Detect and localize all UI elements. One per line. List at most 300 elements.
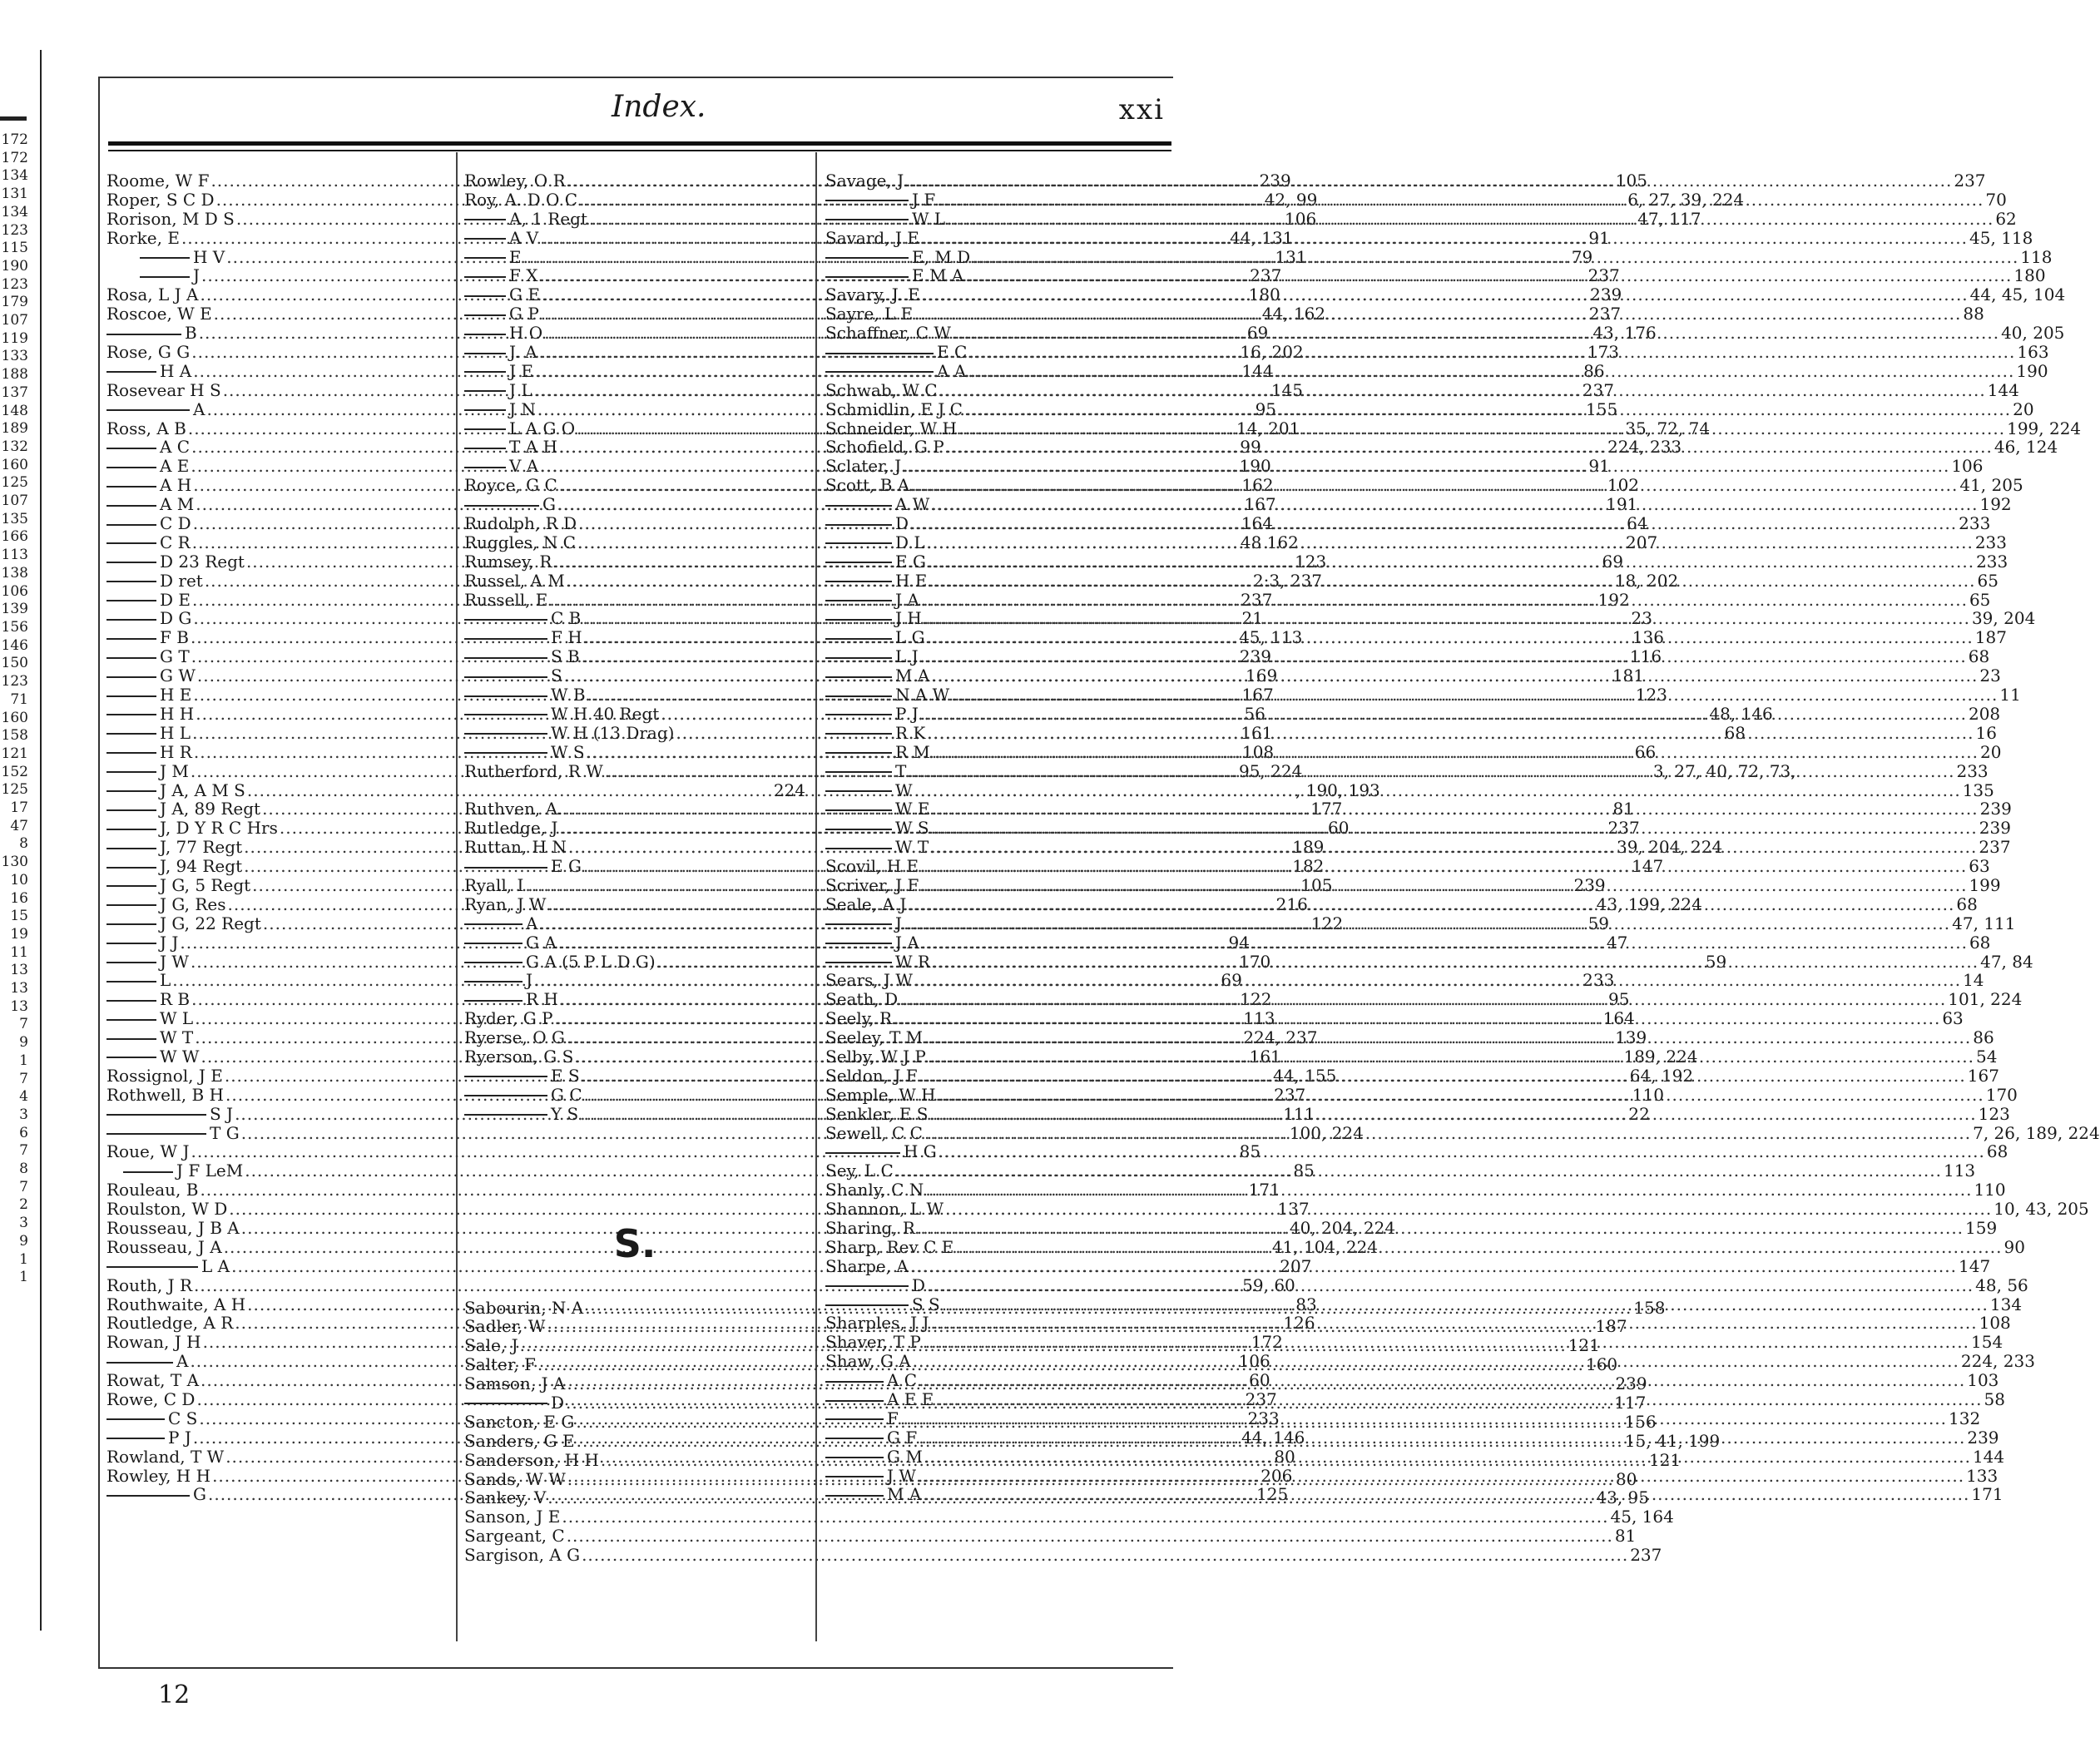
entry-pages: 199, 224 <box>2007 418 2082 438</box>
entry-name: J F <box>825 191 935 210</box>
entry-pages: 48 162 <box>1240 532 1299 552</box>
entry-name: Savage, J <box>825 171 904 191</box>
entry-pages: 233 <box>1956 760 1989 781</box>
entry-pages: 21 <box>1241 608 1263 629</box>
edge-number: 152 <box>1 763 28 780</box>
left-page-edge <box>0 0 37 1762</box>
edge-number: 10 <box>10 871 28 888</box>
entry-name: Rosa, L J A <box>106 285 199 305</box>
entry-pages: 64 <box>1627 513 1648 534</box>
entry-pages: 239 <box>1590 285 1622 305</box>
entry-pages: 207 <box>1280 1255 1312 1276</box>
entry-name: S S <box>825 1295 940 1314</box>
entry-pages: 63 <box>1942 1008 1964 1029</box>
leader-dots <box>930 1314 1977 1333</box>
entry-pages: 48, 56 <box>1975 1274 2028 1295</box>
entry-name: V A <box>464 457 538 476</box>
edge-number: 13 <box>10 997 28 1015</box>
entry-pages: 111 <box>1283 1103 1315 1124</box>
entry-name: Roue, W J <box>106 1141 190 1162</box>
entry-name: Schneider, W H <box>825 418 957 438</box>
entry-pages: , 190, 193 <box>1295 780 1380 800</box>
leader-dots <box>945 1200 1992 1219</box>
entry-name: Russell, E <box>464 589 548 610</box>
edge-number: 121 <box>1 745 28 762</box>
leader-dots <box>582 1546 1628 1565</box>
entry-pages: 156 <box>1624 1411 1657 1432</box>
entry-pages: 41, 205 <box>1959 475 2023 496</box>
entry-pages: 122 <box>1240 989 1272 1010</box>
leader-dots <box>919 1371 1965 1390</box>
entry-name: D <box>825 514 909 533</box>
edge-number: 130 <box>1 854 28 871</box>
entry-name: J, 94 Regt <box>106 857 242 876</box>
edge-number: 150 <box>1 655 28 672</box>
entry-pages: 123 <box>1635 685 1667 705</box>
entry-pages: 65 <box>1969 589 1991 610</box>
leader-dots <box>562 1507 1608 1527</box>
entry-name: A E <box>106 457 189 476</box>
entry-pages: 11 <box>1999 685 2021 705</box>
section-letter-s: S. <box>613 1221 656 1267</box>
entry-pages: 132 <box>1949 1408 1981 1428</box>
entry-pages: 237 <box>1274 1084 1306 1105</box>
leader-dots <box>958 419 2005 438</box>
entry-pages: 237 <box>1979 837 2011 858</box>
entry-pages: 208 <box>1968 703 2001 724</box>
entry-pages: 90 <box>2003 1236 2025 1257</box>
entry-pages: 239 <box>1615 1373 1647 1394</box>
entry-name: Sankey, V <box>464 1487 547 1508</box>
entry-pages: 170 <box>1985 1084 2018 1105</box>
entry-name: Y S <box>464 1105 578 1124</box>
entry-name: J G, 5 Regt <box>106 876 250 895</box>
edge-number: 107 <box>1 312 28 329</box>
entry-name: F X <box>464 266 537 285</box>
entry-name: Sewell, C C <box>825 1122 923 1143</box>
entry-name: Sharp, Rev C E <box>825 1236 954 1257</box>
leader-dots <box>953 324 1999 343</box>
edge-number: 189 <box>1 420 28 438</box>
edge-number: 123 <box>1 275 28 293</box>
entry-pages: 113 <box>1243 1008 1275 1029</box>
entry-pages: 139 <box>1615 1027 1647 1048</box>
entry-pages: 237 <box>1630 1545 1662 1566</box>
entry-name: A <box>106 1352 188 1371</box>
entry-pages: 224, 233 <box>1607 437 1682 458</box>
entry-name: Selby, W J P <box>825 1046 926 1067</box>
entry-pages: 68 <box>1724 722 1746 743</box>
entry-name: A C <box>106 438 190 457</box>
entry-name: Samson, J A <box>464 1373 566 1394</box>
entry-pages: 95 <box>1255 398 1277 419</box>
entry-name: Rutherford, R W <box>464 760 603 781</box>
entry-pages: 47, 117 <box>1637 208 1701 229</box>
entry-pages: 40, 204, 224 <box>1289 1217 1396 1238</box>
edge-number: 13 <box>10 962 28 979</box>
leader-dots <box>923 1485 1969 1504</box>
entry-name: W <box>825 781 913 800</box>
leader-dots <box>927 533 1974 552</box>
entry-name: Routh, J R <box>106 1274 193 1295</box>
entry-pages: 122 <box>1311 913 1344 933</box>
leader-dots <box>924 1124 1971 1143</box>
entry-name: Rose, G G <box>106 342 191 363</box>
entry-name: Seely, R <box>825 1008 893 1029</box>
entry-name: B <box>106 324 197 343</box>
entry-pages: 35, 72, 74 <box>1625 418 1711 438</box>
entry-pages: 80 <box>1615 1468 1637 1489</box>
entry-pages: 106 <box>1951 456 1984 477</box>
entry-pages: 160 <box>1585 1354 1618 1375</box>
leader-dots <box>919 1067 1966 1086</box>
entry-name: Sey, L C <box>825 1161 894 1181</box>
entry-pages: 65 <box>1977 570 1998 591</box>
entry-pages: 106 <box>1285 208 1317 229</box>
entry-name: J G, 22 Regt <box>106 914 261 933</box>
leader-dots <box>924 609 1970 628</box>
entry-pages: 69 <box>1221 970 1242 991</box>
edge-number: 172 <box>1 149 28 166</box>
entry-pages: 239 <box>1573 874 1606 895</box>
edge-number: 158 <box>1 727 28 745</box>
leader-dots <box>928 552 1974 572</box>
entry-pages: 154 <box>1971 1332 2003 1353</box>
entry-name: A C <box>825 1371 917 1390</box>
edge-number: 123 <box>1 221 28 239</box>
entry-pages: 123 <box>1295 551 1327 572</box>
entry-name: Rossignol, J E <box>106 1065 223 1086</box>
entry-name: G A <box>464 933 557 953</box>
leader-dots <box>930 1105 1977 1124</box>
entry-name: Rumsey, R <box>464 551 552 572</box>
entry-pages: 224 <box>773 780 805 800</box>
leader-dots <box>928 1047 1974 1067</box>
entry-name: W E <box>825 799 930 819</box>
entry-name: Seldon, J F <box>825 1065 918 1086</box>
entry-pages: 147 <box>1632 856 1664 877</box>
entry-name: P J <box>106 1428 191 1448</box>
entry-pages: 83 <box>1295 1294 1317 1314</box>
leader-dots <box>968 362 2014 381</box>
entry-pages: 91 <box>1588 227 1610 248</box>
entry-name: E <box>464 248 522 267</box>
entry-name: Sharing, R <box>825 1217 915 1238</box>
entry-name: Sanson, J E <box>464 1507 561 1527</box>
edge-number: 8 <box>19 1161 28 1178</box>
entry-name: Rowley, O R <box>464 171 566 191</box>
edge-number: 1 <box>19 1269 28 1286</box>
edge-number: 160 <box>1 456 28 473</box>
entry-name: Scriver, J F <box>825 874 919 895</box>
entry-pages: 59 <box>1705 951 1727 972</box>
leader-dots <box>935 1390 1982 1409</box>
entry-name: Ruggles, N C <box>464 532 576 552</box>
entry-name: Schwab, W C <box>825 379 938 400</box>
leader-dots <box>927 724 1974 743</box>
entry-pages: 60 <box>1249 1370 1270 1391</box>
entry-name: G M <box>825 1448 923 1467</box>
edge-number: 17 <box>10 799 28 817</box>
leader-dots <box>917 1219 1964 1238</box>
entry-name: D ret <box>106 572 203 591</box>
entry-name: R B <box>106 990 190 1009</box>
entry-name: Schaffner, C W <box>825 323 951 344</box>
edge-number: 3 <box>19 1106 28 1123</box>
leader-dots <box>913 1352 1959 1371</box>
entry-pages: 113 <box>1943 1161 1976 1181</box>
edge-number: 4 <box>19 1088 28 1106</box>
edge-number: 16 <box>10 889 28 907</box>
entry-name: H O <box>464 324 542 343</box>
edge-number: 19 <box>10 925 28 943</box>
entry-pages: 45, 164 <box>1610 1507 1674 1527</box>
leader-dots <box>920 857 1967 876</box>
left-page-numbers <box>0 131 28 1287</box>
entry-pages: 23 <box>1631 608 1652 629</box>
entry-pages: 182 <box>1292 856 1325 877</box>
entry-name: G <box>464 495 556 514</box>
edge-number: 1 <box>19 1052 28 1069</box>
entry-name: R K <box>825 724 925 743</box>
leader-dots <box>946 438 1993 457</box>
entry-pages: 137 <box>1277 1199 1310 1220</box>
leader-dots <box>932 799 1979 819</box>
entry-pages: 167 <box>1241 685 1274 705</box>
edge-number: 3 <box>19 1215 28 1232</box>
entry-pages: 239 <box>1239 646 1271 667</box>
entry-name: Roome, W F <box>106 171 210 191</box>
entry-name: W H (13 Drag) <box>464 724 674 743</box>
entry-name: W S <box>825 819 929 838</box>
edge-number: 133 <box>1 348 28 365</box>
entry-name: Ross, A B <box>106 418 186 438</box>
entry-pages: 68 <box>1956 893 1978 914</box>
leader-dots <box>910 514 1957 533</box>
entry-pages: 147 <box>1959 1255 1991 1276</box>
leader-dots <box>894 1009 1940 1028</box>
entry-pages: 167 <box>1244 494 1276 515</box>
entry-name: L A <box>106 1257 230 1276</box>
entry-name: Sargison, A G <box>464 1545 581 1566</box>
entry-pages: 126 <box>1283 1313 1315 1334</box>
entry-name: E S <box>464 1067 580 1086</box>
edge-number: 166 <box>1 528 28 546</box>
entry-name: Ryan, J W <box>464 893 547 914</box>
edge-number: 71 <box>10 690 28 708</box>
entry-name: H A <box>106 362 191 381</box>
entry-name: F B <box>106 628 189 647</box>
entry-pages: 135 <box>1962 780 1994 800</box>
entry-name: Semple, W H <box>825 1084 936 1105</box>
entry-pages: 189, 224 <box>1623 1046 1698 1067</box>
edge-number: 13 <box>10 980 28 997</box>
edge-number: 113 <box>1 547 28 564</box>
entry-pages: 133 <box>1966 1465 1998 1486</box>
entry-name: C R <box>106 533 191 552</box>
entry-pages: 18, 202 <box>1614 570 1679 591</box>
entry-pages: 46, 124 <box>1994 437 2058 458</box>
entry-name: Shaver, T P <box>825 1332 921 1353</box>
edge-number: 8 <box>19 835 28 853</box>
entry-name: Seath, D <box>825 989 899 1010</box>
entry-pages: 237 <box>1954 171 1986 191</box>
entry-pages: 22 <box>1628 1103 1650 1124</box>
entry-name: C B <box>464 609 581 628</box>
entry-pages: 171 <box>1248 1180 1280 1200</box>
section-gap <box>464 1124 805 1190</box>
entry-pages: 239 <box>1259 171 1291 191</box>
edge-number: 125 <box>1 781 28 799</box>
entry-name: T A H <box>464 438 557 457</box>
edge-number: 132 <box>1 438 28 455</box>
entry-name: W R <box>825 953 930 972</box>
edge-number: 107 <box>1 492 28 510</box>
entry-pages: 81 <box>1612 799 1634 819</box>
entry-name: S <box>464 666 562 685</box>
entry-name: J W <box>106 953 189 972</box>
leader-dots <box>939 381 1986 400</box>
entry-name: E G <box>464 857 582 876</box>
entry-pages: 190 <box>1239 456 1271 477</box>
entry-pages: 48, 146 <box>1709 703 1773 724</box>
leader-dots <box>914 971 1961 990</box>
entry-pages: 91 <box>1588 456 1610 477</box>
entry-pages: 43, 199, 224 <box>1596 893 1702 914</box>
entry-pages: 121 <box>1648 1449 1681 1470</box>
index-entry <box>464 1507 1674 1527</box>
entry-name: Sands, W W <box>464 1468 566 1489</box>
footer-page-number: 12 <box>158 1680 191 1710</box>
leader-dots <box>920 705 1967 724</box>
leader-dots <box>567 1527 1613 1546</box>
entry-pages: 16 <box>1975 722 1997 743</box>
entry-pages: 123 <box>1978 1103 2010 1124</box>
entry-name: Ruttan, H N <box>464 837 567 858</box>
entry-pages: 102 <box>1607 475 1640 496</box>
edge-number: 7 <box>19 1178 28 1195</box>
entry-pages: 20 <box>2013 398 2034 419</box>
entry-name: Routledge, A R <box>106 1313 234 1334</box>
entry-pages: 47, 111 <box>1952 913 2016 933</box>
edge-number: 139 <box>1 601 28 618</box>
entry-name: G E <box>464 285 540 304</box>
entry-name: F <box>825 1409 899 1428</box>
entry-pages: 110 <box>1974 1180 2006 1200</box>
entry-name: H H <box>106 705 194 724</box>
entry-pages: 169 <box>1246 666 1278 686</box>
entry-name: N A W <box>825 685 949 705</box>
entry-name: A <box>464 914 537 933</box>
header-rule-thin <box>108 150 1171 151</box>
entry-pages: 64, 192 <box>1629 1065 1694 1086</box>
leader-dots <box>968 343 2015 362</box>
entry-pages: 164 <box>1602 1008 1635 1029</box>
leader-dots <box>908 895 1954 914</box>
entry-name: L <box>106 971 171 990</box>
entry-pages: 69 <box>1602 551 1623 572</box>
edge-number: 137 <box>1 384 28 401</box>
entry-name: E C <box>825 343 967 362</box>
entry-name: J L <box>464 381 532 400</box>
leader-dots <box>951 685 1998 705</box>
entry-name: C D <box>106 514 191 533</box>
entry-name: Rousseau, J A <box>106 1236 222 1257</box>
entry-pages: 171 <box>1971 1484 2003 1505</box>
edge-number: 146 <box>1 636 28 654</box>
entry-name: Savary, J. E <box>825 285 920 305</box>
index-entry <box>106 1274 1295 1295</box>
entry-name: J A, 89 Regt <box>106 799 260 819</box>
edge-number: 123 <box>1 673 28 690</box>
entry-name: Salter, F <box>464 1354 536 1375</box>
edge-number: 179 <box>1 294 28 311</box>
entry-name: Seale, A J <box>825 893 907 914</box>
entry-pages: 170 <box>1239 951 1271 972</box>
entry-pages: 45, 113 <box>1239 627 1303 648</box>
entry-pages: 190 <box>2016 360 2048 381</box>
entry-pages: 100, 224 <box>1289 1122 1364 1143</box>
entry-pages: 131 <box>1275 246 1307 267</box>
entry-pages: 70 <box>1985 189 2007 210</box>
entry-name: G T <box>106 647 190 666</box>
entry-name: Rowe, C D <box>106 1389 196 1409</box>
entry-pages: 86 <box>1973 1027 1994 1048</box>
edge-number: 148 <box>1 402 28 419</box>
entry-name: Rudolph, R D <box>464 513 577 534</box>
entry-name: G F <box>825 1428 917 1448</box>
entry-name: H G <box>825 1142 937 1161</box>
entry-name: Sabourin, N A <box>464 1297 584 1318</box>
entry-name: D <box>825 1276 925 1295</box>
entry-name: A, 1 Regt <box>464 210 587 229</box>
entry-pages: 108 <box>1979 1313 2011 1334</box>
left-page-rule <box>40 50 42 1631</box>
edge-number: 11 <box>10 943 28 961</box>
entry-name: Sanders, G E <box>464 1430 575 1451</box>
entry-pages: 95 <box>1607 989 1630 1010</box>
entry-name: Ryerson, G S <box>464 1046 574 1067</box>
edge-number: 134 <box>1 203 28 220</box>
entry-pages: 68 <box>1986 1141 2008 1162</box>
entry-pages: 58 <box>1984 1389 2005 1409</box>
entry-pages: 54 <box>1975 1046 1998 1067</box>
leader-dots <box>955 1238 2002 1257</box>
entry-name: W W <box>106 1047 199 1067</box>
entry-name: A E E <box>825 1390 934 1409</box>
entry-name: D 23 Regt <box>106 552 245 572</box>
entry-pages: 162 <box>1241 475 1274 496</box>
entry-pages: 94 <box>1228 932 1250 953</box>
entry-name: J <box>825 914 902 933</box>
entry-pages: 125 <box>1256 1484 1289 1505</box>
entry-name: T G <box>106 1124 240 1143</box>
entry-name: J W <box>825 1467 916 1486</box>
entry-pages: 144 <box>1972 1446 2005 1467</box>
entry-pages: 63 <box>1969 856 1990 877</box>
leader-dots <box>910 1257 1957 1276</box>
entry-pages: 237 <box>1607 818 1640 839</box>
entry-name: Sayre, L E <box>825 304 914 324</box>
leader-dots <box>922 285 1969 304</box>
entry-name: Shaw, G A <box>825 1351 911 1372</box>
entry-pages: 60 <box>1327 818 1350 839</box>
entry-name: C S <box>106 1409 197 1428</box>
edge-number: 7 <box>19 1016 28 1033</box>
leader-dots <box>895 1161 1942 1180</box>
edge-number: 138 <box>1 564 28 582</box>
entry-name: J G, Res <box>106 895 226 914</box>
